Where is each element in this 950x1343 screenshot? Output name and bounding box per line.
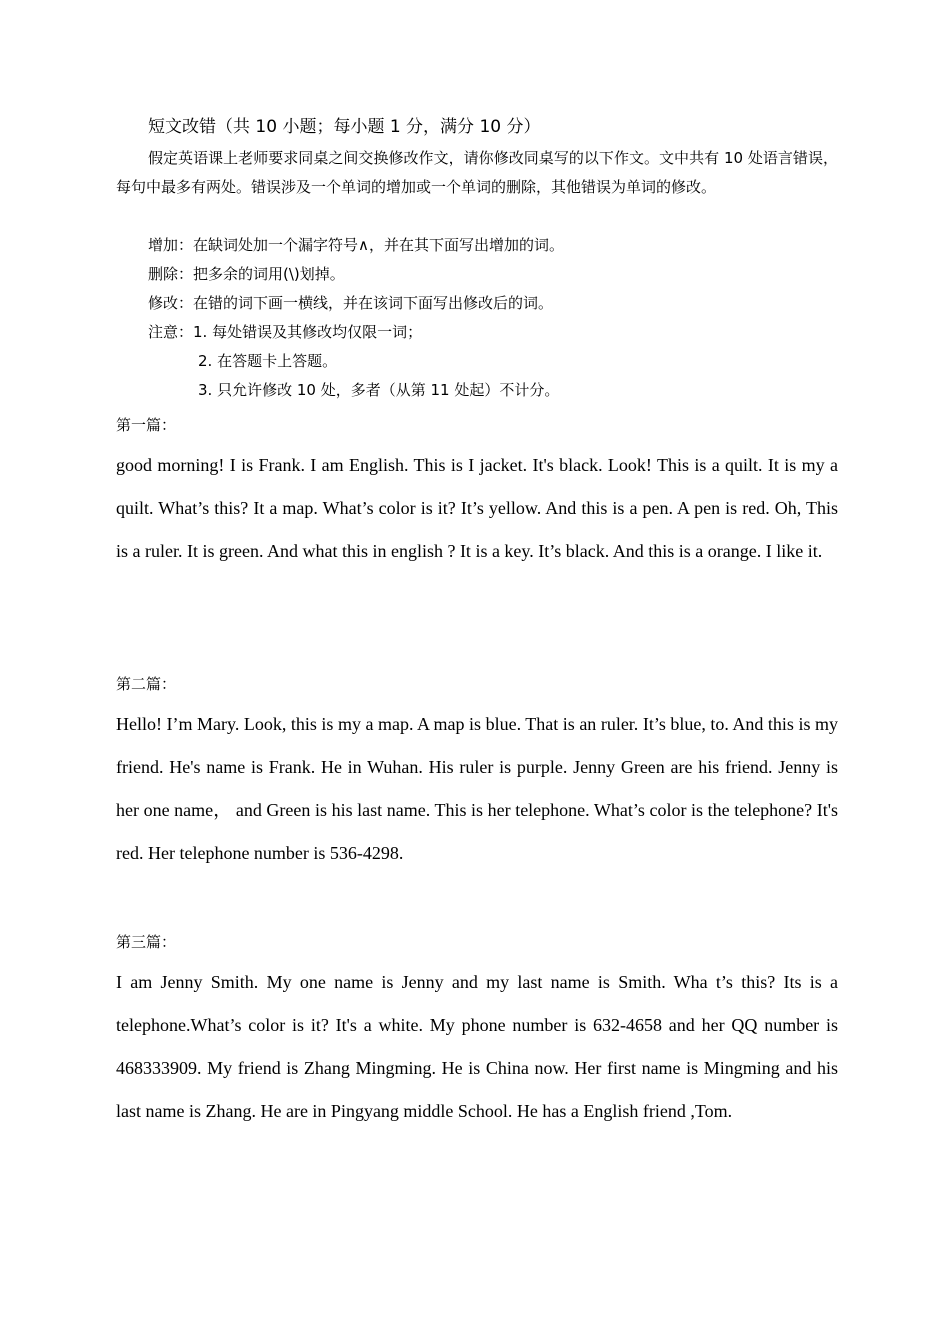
rule-note-1: 注意：1. 每处错误及其修改均仅限一词； <box>148 323 423 341</box>
rule-modify: 修改：在错的词下画一横线，并在该词下面写出修改后的词。 <box>148 294 554 312</box>
rule-note-3: 3. 只允许修改 10 处，多者（从第 11 处起）不计分。 <box>198 381 560 399</box>
rule-add: 增加：在缺词处加一个漏字符号∧，并在其下面写出增加的词。 <box>148 236 564 254</box>
instructions-paragraph: 假定英语课上老师要求同桌之间交换修改作文，请你修改同桌写的以下作文。文中共有 10 处语言错误，每句中最多有两处。错误涉及一个单词的增加或一个单词的删除，其他错误为单词的修改。 <box>116 149 838 196</box>
rule-delete: 删除：把多余的词用(\)划掉。 <box>148 265 345 283</box>
passage-3-text: I am Jenny Smith. My one name is Jenny and my last name is Smith. Wha t’s this? Its is a telephone.What’s color is it? It's a white. My phone number is 632-4658 and her QQ number is 468333909. My friend is Zhang Mingming. He is China now. Her first name is Mingming and his last name is Zhang. He are in Pingyang middle School. He has a English friend ,Tom. <box>116 972 838 1121</box>
passage-1-text: good morning! I is Frank. I am English. This is I jacket. It's black. Look! This is a quilt. It is my a quilt. What’s this? It a map. What’s color is it? It’s yellow. And this is a pen. A pen is red. Oh, This is a ruler. It is green. And what this in english ? It is a key. It’s black. And this is a orange. I like it. <box>116 455 838 561</box>
passage-1-label: 第一篇： <box>116 416 177 434</box>
section-title: 短文改错（共 10 小题；每小题 1 分，满分 10 分） <box>148 117 541 137</box>
passage-2-label: 第二篇： <box>116 675 177 693</box>
rule-note-2: 2. 在答题卡上答题。 <box>198 352 338 370</box>
passage-3-label: 第三篇： <box>116 933 177 951</box>
passage-2-text: Hello! I’m Mary. Look, this is my a map. A map is blue. That is an ruler. It’s blue, to. And this is my friend. He's name is Frank. He in Wuhan. His ruler is purple. Jenny Green are his friend. Jenny is her one name， and Green is his last name. This is her telephone. What’s color is the telephone? It's red. Her telephone number is 536-4298. <box>116 714 838 863</box>
